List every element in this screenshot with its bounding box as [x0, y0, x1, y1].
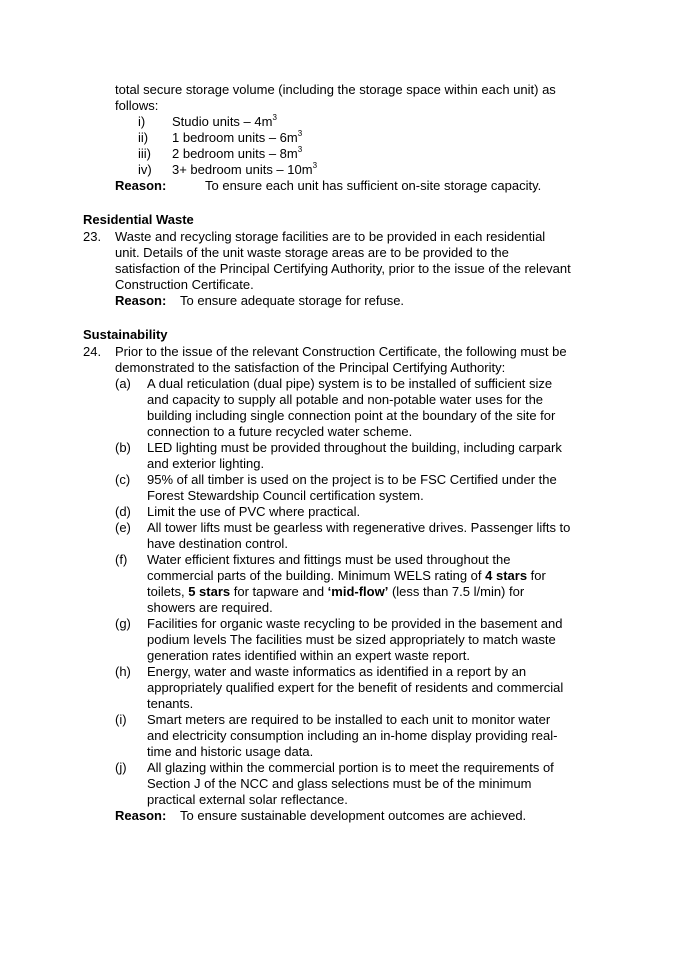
- condition-line: satisfaction of the Principal Certifying Authority, prior to the issue of the relevant: [115, 261, 571, 276]
- item-line: and exterior lighting.: [147, 456, 265, 471]
- item-line: All glazing within the commercial portion is to meet the requirements of: [147, 760, 554, 775]
- item-line: A dual reticulation (dual pipe) system is to be installed of sufficient size: [147, 376, 553, 391]
- list-number: ii): [138, 130, 149, 145]
- item-label: (h): [115, 664, 131, 679]
- item-line: podium levels The facilities must be sized appropriately to match waste: [147, 632, 556, 647]
- item-label: (e): [115, 520, 131, 535]
- item-line: Forest Stewardship Council certification system.: [147, 488, 424, 503]
- item-line: and electricity consumption including an in-home display providing real-: [147, 728, 558, 743]
- condition-line: Waste and recycling storage facilities are to be provided in each residential: [115, 229, 546, 244]
- item-line: All tower lifts must be gearless with regenerative drives. Passenger lifts to: [147, 520, 571, 535]
- item-line: toilets, 5 stars for tapware and ‘mid-flow’ (less than 7.5 l/min) for: [147, 584, 525, 599]
- intro-line-2: follows:: [115, 98, 159, 113]
- list-item: 3+ bedroom units – $10m^3$: [172, 160, 318, 177]
- item-line: Limit the use of PVC where practical.: [147, 504, 361, 519]
- item-label: (d): [115, 504, 131, 519]
- item-line: have destination control.: [147, 536, 288, 551]
- item-line: Facilities for organic waste recycling to be provided in the basement and: [147, 616, 563, 631]
- list-item: 1 bedroom units – $6m^3$: [172, 128, 303, 145]
- condition-number: 23.: [83, 229, 102, 244]
- item-line: Section J of the NCC and glass selections must be of the minimum: [147, 776, 532, 791]
- item-line: commercial parts of the building. Minimum WELS rating of 4 stars for: [147, 568, 546, 583]
- item-line: showers are required.: [147, 600, 273, 615]
- item-line: and capacity to supply all potable and non-potable water uses for the: [147, 392, 544, 407]
- item-label: (j): [115, 760, 127, 775]
- reason-label: Reason:: [115, 178, 167, 193]
- item-label: (b): [115, 440, 131, 455]
- item-line: tenants.: [147, 696, 194, 711]
- item-line: Smart meters are required to be installed to each unit to monitor water: [147, 712, 551, 727]
- list-item: 2 bedroom units – $8m^3$: [172, 144, 303, 161]
- item-line: time and historic usage data.: [147, 744, 314, 759]
- condition-line: Construction Certificate.: [115, 277, 254, 292]
- condition-line: demonstrated to the satisfaction of the Principal Certifying Authority:: [115, 360, 506, 375]
- item-label: (c): [115, 472, 131, 487]
- reason-label: Reason:: [115, 808, 167, 823]
- item-label: (i): [115, 712, 127, 727]
- item-label: (g): [115, 616, 131, 631]
- reason-text: To ensure sustainable development outcomes are achieved.: [180, 808, 527, 823]
- list-item: Studio units – $4m^3$: [172, 112, 277, 129]
- reason-text: To ensure each unit has sufficient on-site storage capacity.: [205, 178, 542, 193]
- item-line: LED lighting must be provided throughout the building, including carpark: [147, 440, 562, 455]
- item-label: (f): [115, 552, 128, 567]
- reason-text: To ensure adequate storage for refuse.: [180, 293, 405, 308]
- list-number: iii): [138, 146, 151, 161]
- list-number: i): [138, 114, 146, 129]
- section-heading: Residential Waste: [83, 212, 194, 227]
- condition-line: unit. Details of the unit waste storage areas are to be provided to the: [115, 245, 509, 260]
- item-line: Water efficient fixtures and fittings must be used throughout the: [147, 552, 511, 567]
- item-line: practical external solar reflectance.: [147, 792, 348, 807]
- item-label: (a): [115, 376, 131, 391]
- item-line: generation rates identified within an expert waste report.: [147, 648, 471, 663]
- item-line: 95% of all timber is used on the project is to be FSC Certified under the: [147, 472, 557, 487]
- list-number: iv): [138, 162, 152, 177]
- item-line: Energy, water and waste informatics as identified in a report by an: [147, 664, 527, 679]
- item-line: appropriately qualified expert for the benefit of residents and commercial: [147, 680, 564, 695]
- intro-line-1: total secure storage volume (including the storage space within each unit) as: [115, 82, 556, 97]
- item-line: connection to a future recycled water scheme.: [147, 424, 413, 439]
- item-line: building including single connection point at the boundary of the site for: [147, 408, 556, 423]
- reason-label: Reason:: [115, 293, 167, 308]
- condition-line: Prior to the issue of the relevant Construction Certificate, the following must be: [115, 344, 567, 359]
- condition-number: 24.: [83, 344, 102, 359]
- section-heading: Sustainability: [83, 327, 168, 342]
